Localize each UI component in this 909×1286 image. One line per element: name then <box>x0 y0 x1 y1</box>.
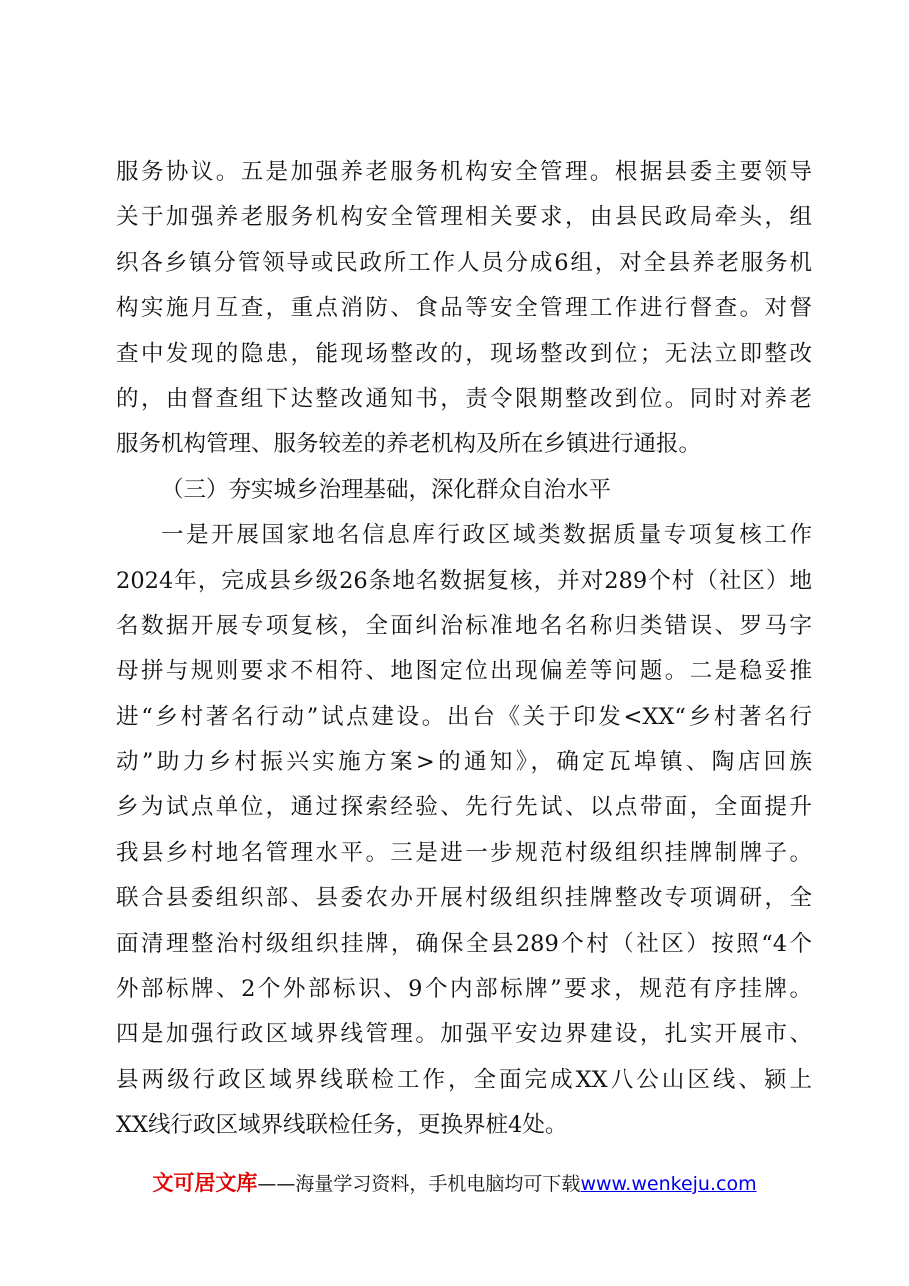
body-line: 外部标牌、2个外部标识、9个内部标牌”要求，规范有序挂牌。 <box>116 976 812 1003</box>
body-line: 2024年，完成县乡级26条地名数据复核，并对289个村（社区）地 <box>116 567 812 594</box>
body-line: 名数据开展专项复核，全面纠治标准地名名称归类错误、罗马字 <box>116 612 812 639</box>
body-line: 服务协议。五是加强养老服务机构安全管理。根据县委主要领导 <box>116 159 812 185</box>
body-line: 动”助力乡村振兴实施方案>的通知》，确定瓦埠镇、陶店回族 <box>116 749 812 776</box>
footer-website-link[interactable]: www.wenkeju.com <box>580 1173 757 1195</box>
page-footer <box>0 1168 909 1199</box>
body-line: 查中发现的隐患，能现场整改的，现场整改到位；无法立即整改 <box>116 340 812 367</box>
body-line: 四是加强行政区域界线管理。加强平安边界建设，扎实开展市、 <box>116 1021 812 1048</box>
body-line: 母拼与规则要求不相符、地图定位出现偏差等问题。二是稳妥推 <box>116 658 812 685</box>
body-line: 面清理整治村级组织挂牌，确保全县289个村（社区）按照“4个 <box>116 930 812 957</box>
footer-slogan: ——海量学习资料，手机电脑均可下载 <box>257 1173 581 1195</box>
body-line: XX线行政区域界线联检任务，更换界桩4处。 <box>116 1112 568 1139</box>
body-line: 的，由督查组下达整改通知书，责令限期整改到位。同时对养老 <box>116 385 812 412</box>
body-line: 构实施月互查，重点消防、食品等安全管理工作进行督查。对督 <box>116 295 812 322</box>
document-body <box>116 150 812 1149</box>
body-line: 县两级行政区域界线联检工作，全面完成XX八公山区线、颍上 <box>116 1066 812 1093</box>
body-line: 我县乡村地名管理水平。三是进一步规范村级组织挂牌制牌子。 <box>116 839 812 866</box>
body-line: 联合县委组织部、县委农办开展村级组织挂牌整改专项调研，全 <box>116 885 812 912</box>
body-line: 乡为试点单位，通过探索经验、先行先试、以点带面，全面提升 <box>116 794 812 821</box>
body-line: 织各乡镇分管领导或民政所工作人员分成6组，对全县养老服务机 <box>116 249 812 276</box>
body-line: 进“乡村著名行动”试点建设。出台《关于印发<XX“乡村著名行 <box>116 703 812 730</box>
body-line: 服务机构管理、服务较差的养老机构及所在乡镇进行通报。 <box>116 431 702 458</box>
footer-brand: 文可居文库 <box>152 1171 258 1195</box>
section-heading: （三）夯实城乡治理基础，深化群众自治水平 <box>161 476 612 503</box>
body-line: 关于加强养老服务机构安全管理相关要求，由县民政局牵头，组 <box>116 204 812 231</box>
body-line: 一是开展国家地名信息库行政区域类数据质量专项复核工作 <box>161 522 812 549</box>
